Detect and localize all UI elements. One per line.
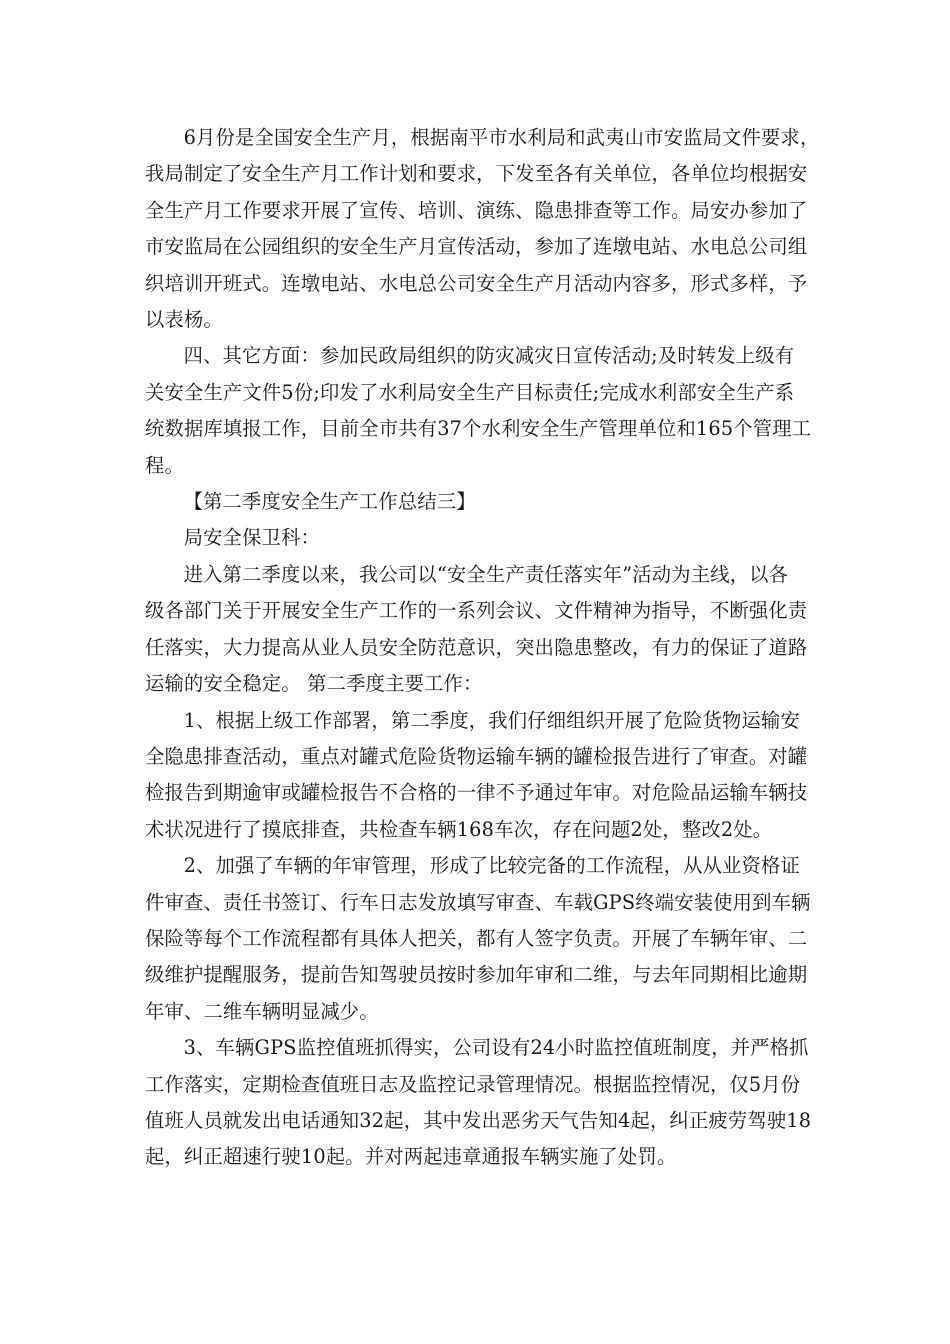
text-line: 年审、二维车辆明显减少。 xyxy=(145,999,379,1023)
text-line: 级维护提醒服务，提前告知驾驶员按时参加年审和二维，与去年同期相比逾期 xyxy=(145,963,808,987)
text-line: 级各部门关于开展安全生产工作的一系列会议、文件精神为指导，不断强化责 xyxy=(145,599,808,623)
text-line: 保险等每个工作流程都有具体人把关，都有人签字负责。开展了车辆年审、二 xyxy=(145,926,808,950)
text-line: 起，纠正超速行驶10起。并对两起违章通报车辆实施了处罚。 xyxy=(145,1145,677,1169)
text-line: 关安全生产文件5份;印发了水利局安全生产目标责任;完成水利部安全生产系 xyxy=(145,380,795,404)
paragraph-item-2 xyxy=(145,848,811,1030)
paragraph-item-1 xyxy=(145,703,811,849)
text-line: 术状况进行了摸底排查，共检查车辆168车次，存在问题2处，整改2处。 xyxy=(145,817,773,841)
document-body xyxy=(145,120,820,1176)
text-line: 6月份是全国安全生产月，根据南平市水利局和武夷山市安监局文件要求， xyxy=(183,126,820,149)
text-line: 检报告到期逾审或罐检报告不合格的一律不予通过年审。对危险品运输车辆技 xyxy=(145,781,808,805)
paragraph-item-3 xyxy=(145,1030,811,1176)
text-line: 任落实，大力提高从业人员安全防范意识，突出隐患整改，有力的保证了道路 xyxy=(145,635,808,659)
text-line: 全隐患排查活动，重点对罐式危险货物运输车辆的罐检报告进行了审查。对罐 xyxy=(145,744,808,768)
text-line: 【第二季度安全生产工作总结三】 xyxy=(183,490,476,514)
text-line: 1、根据上级工作部署，第二季度，我们仔细组织开展了危险货物运输安 xyxy=(183,708,800,732)
text-line: 全生产月工作要求开展了宣传、培训、演练、隐患排查等工作。局安办参加了 xyxy=(145,198,808,222)
paragraph-other-aspects xyxy=(145,338,811,484)
text-line: 四、其它方面：参加民政局组织的防灾减灾日宣传活动;及时转发上级有 xyxy=(183,344,795,368)
text-line: 市安监局在公园组织的安全生产月宣传活动，参加了连墩电站、水电总公司组 xyxy=(145,235,808,259)
text-line: 件审查、责任书签订、行车日志发放填写审查、车载GPS终端安装使用到车辆 xyxy=(145,890,811,914)
text-line: 我局制定了安全生产月工作计划和要求，下发至各有关单位，各单位均根据安 xyxy=(145,162,808,186)
section-heading xyxy=(145,484,811,520)
text-line: 织培训开班式。连墩电站、水电总公司安全生产月活动内容多，形式多样，予 xyxy=(145,271,808,295)
text-line: 程。 xyxy=(145,453,184,477)
text-line: 值班人员就发出电话通知32起，其中发出恶劣天气告知4起，纠正疲劳驾驶18 xyxy=(145,1108,812,1132)
text-line: 统数据库填报工作，目前全市共有37个水利安全生产管理单位和165个管理工 xyxy=(145,417,812,441)
text-line: 运输的安全稳定。 第二季度主要工作： xyxy=(145,672,483,696)
paragraph-intro xyxy=(145,557,811,703)
addressee xyxy=(145,520,811,556)
text-line: 3、车辆GPS监控值班抓得实，公司设有24小时监控值班制度，并严格抓 xyxy=(183,1036,809,1060)
text-line: 工作落实，定期检查值班日志及监控记录管理情况。根据监控情况，仅5月份 xyxy=(145,1072,801,1096)
text-line: 2、加强了车辆的年审管理，形成了比较完备的工作流程，从从业资格证 xyxy=(183,854,800,878)
text-line: 局安全保卫科： xyxy=(183,526,320,550)
text-line: 进入第二季度以来，我公司以“安全生产责任落实年”活动为主线，以各 xyxy=(183,562,789,586)
paragraph-safety-month xyxy=(145,120,820,338)
text-line: 以表杨。 xyxy=(145,308,223,332)
